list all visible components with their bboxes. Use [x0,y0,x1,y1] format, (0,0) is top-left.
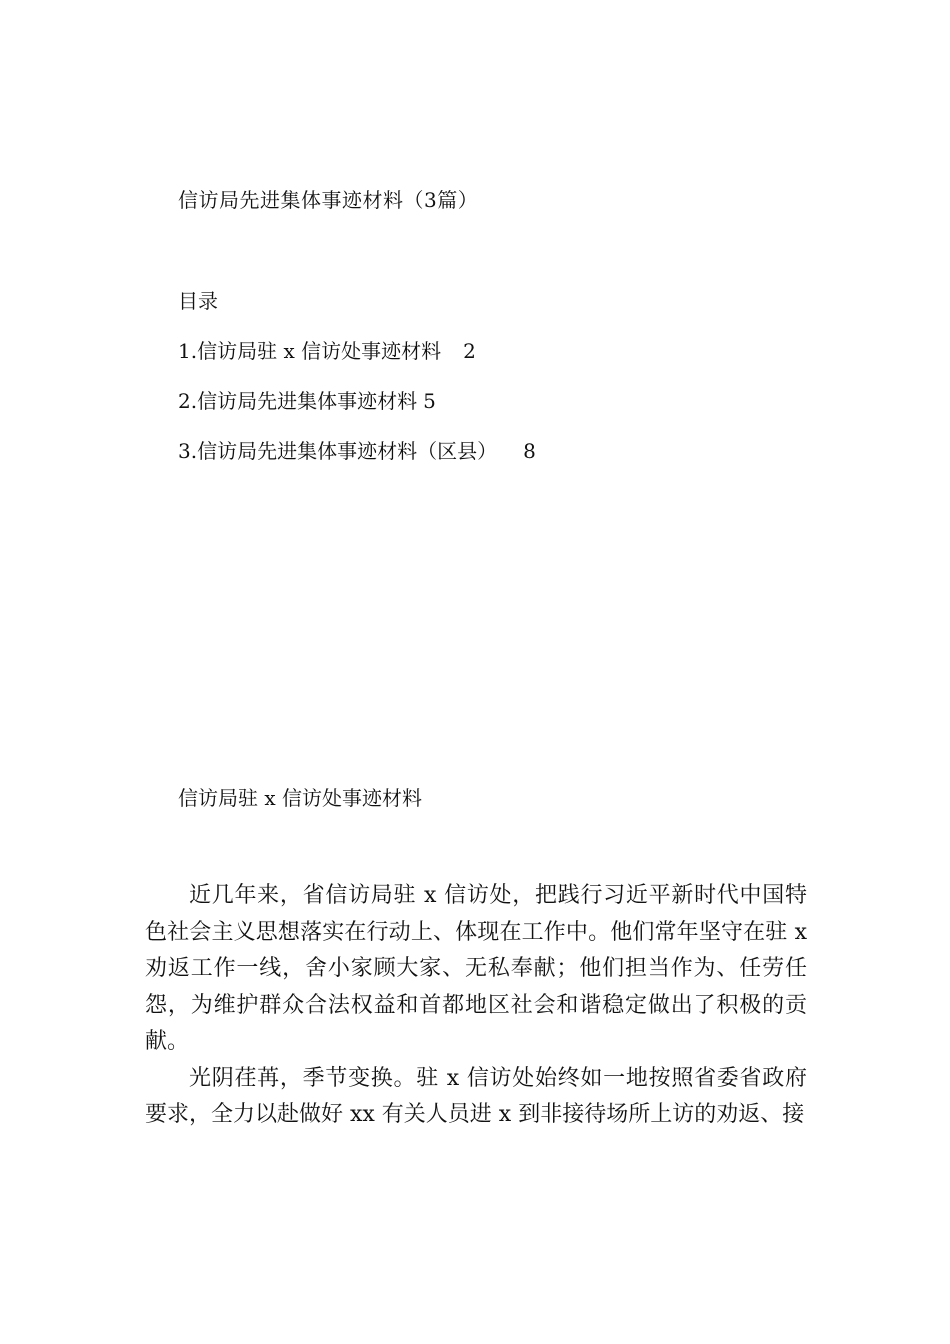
table-of-contents [178,337,536,487]
toc-item-page-number: 8 [523,439,536,463]
toc-item-text: 1.信访局驻 x 信访处事迹材料 [178,339,442,363]
toc-heading: 目录 [178,289,218,313]
toc-item[interactable] [178,337,536,365]
toc-item-text: 3.信访局先进集体事迹材料（区县） [178,439,498,463]
toc-item-page-number: 2 [463,339,476,363]
toc-item[interactable] [178,437,536,465]
document-title: 信访局先进集体事迹材料（3篇） [178,188,479,212]
toc-item-page-number: 5 [423,389,436,413]
section-body [145,878,807,1134]
section-title: 信访局驻 x 信访处事迹材料 [178,786,422,810]
toc-item-text: 2.信访局先进集体事迹材料 [178,389,418,413]
body-paragraph: 近几年来，省信访局驻 x 信访处，把践行习近平新时代中国特色社会主义思想落实在行动上、体现在工作中。他们常年坚守在驻 x 劝返工作一线，舍小家顾大家、无私奉献；他们担当作为、任劳任怨，为维护群众合法权益和首都地区社会和谐稳定做出了积极的贡献。 [145,883,807,1054]
body-paragraph: 光阴荏苒，季节变换。驻 x 信访处始终如一地按照省委省政府要求，全力以赴做好 xx 有关人员进 x 到非接待场所上访的劝返、接 [145,1065,807,1127]
toc-item[interactable] [178,387,536,415]
